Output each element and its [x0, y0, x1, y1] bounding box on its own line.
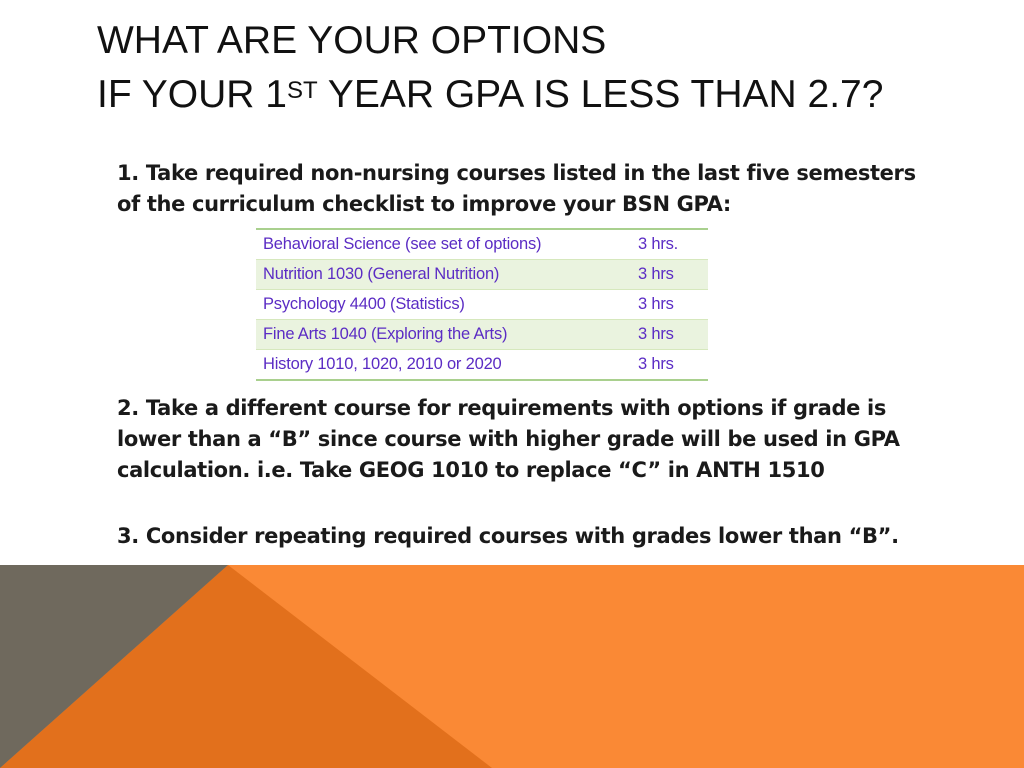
course-name: Fine Arts 1040 (Exploring the Arts) [256, 320, 638, 350]
course-hours: 3 hrs [638, 355, 674, 373]
title-superscript: ST [287, 77, 318, 104]
title-line-2-end: YEAR GPA IS LESS THAN 2.7? [317, 73, 884, 116]
point-2-line-3: calculation. i.e. Take GEOG 1010 to replace “C” in ANTH 1510 [117, 458, 825, 482]
table-row [256, 229, 708, 260]
title-line-2-start: IF YOUR 1 [97, 73, 287, 116]
course-name: History 1010, 1020, 2010 or 2020 [263, 355, 502, 373]
slide-title [97, 14, 883, 122]
course-hours: 3 hrs [638, 320, 708, 350]
course-name: Nutrition 1030 (General Nutrition) [256, 260, 638, 290]
point-1-line-1: 1. Take required non-nursing courses listed in the last five semesters [117, 161, 916, 185]
point-1-line-2: of the curriculum checklist to improve your BSN GPA: [117, 192, 731, 216]
title-line-1: WHAT ARE YOUR OPTIONS [97, 19, 607, 62]
table-row [256, 260, 708, 290]
course-hours: 3 hrs [638, 260, 708, 290]
table-row [256, 320, 708, 350]
point-2 [117, 393, 900, 486]
table-row [256, 350, 708, 381]
point-3 [117, 521, 899, 552]
footer-decoration [0, 565, 1024, 768]
point-3-line-1: 3. Consider repeating required courses with grades lower than “B”. [117, 524, 899, 548]
course-hours: 3 hrs [638, 295, 674, 313]
course-table [256, 228, 708, 381]
course-name: Psychology 4400 (Statistics) [263, 295, 465, 313]
point-2-line-2: lower than a “B” since course with higher grade will be used in GPA [117, 427, 900, 451]
course-hours: 3 hrs. [638, 235, 679, 253]
point-1 [117, 158, 916, 220]
point-2-line-1: 2. Take a different course for requirements with options if grade is [117, 396, 887, 420]
table-row [256, 290, 708, 320]
course-name: Behavioral Science (see set of options) [263, 235, 542, 253]
